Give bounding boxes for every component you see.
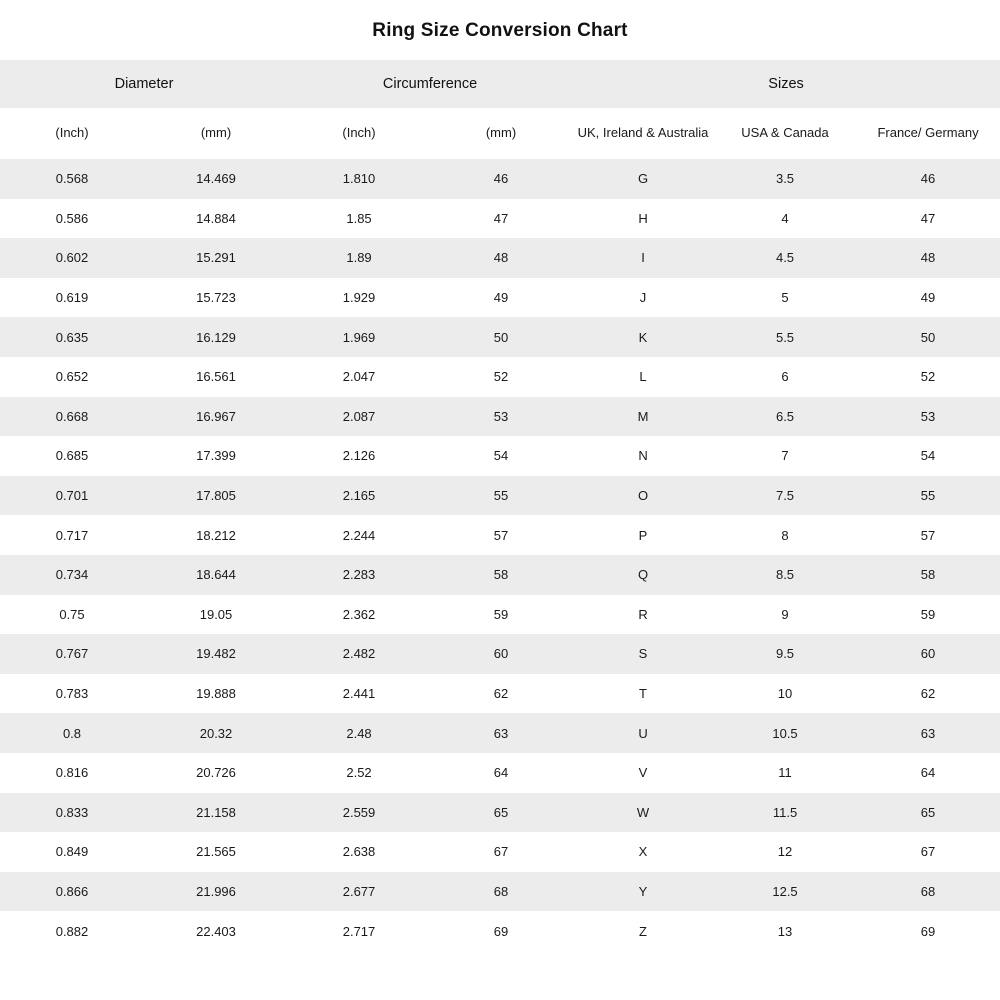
cell-usa-size: 12: [714, 832, 856, 872]
sub-header-usa: USA & Canada: [714, 108, 856, 159]
cell-usa-size: 13: [714, 911, 856, 951]
cell-circumference-mm: 58: [430, 555, 572, 595]
cell-diameter-inch: 0.75: [0, 595, 144, 635]
cell-uk-size: X: [572, 832, 714, 872]
cell-usa-size: 12.5: [714, 872, 856, 912]
cell-diameter-mm: 15.723: [144, 278, 288, 318]
cell-circumference-inch: 2.52: [288, 753, 430, 793]
table-row: [0, 753, 1000, 793]
cell-diameter-inch: 0.717: [0, 515, 144, 555]
cell-france-germany-size: 62: [856, 674, 1000, 714]
cell-diameter-mm: 14.469: [144, 159, 288, 199]
group-header-circumference: Circumference: [288, 60, 572, 108]
sub-header-circumference-mm: (mm): [430, 108, 572, 159]
cell-diameter-mm: 18.212: [144, 515, 288, 555]
cell-circumference-mm: 48: [430, 238, 572, 278]
cell-diameter-mm: 20.726: [144, 753, 288, 793]
cell-france-germany-size: 59: [856, 595, 1000, 635]
table-row: [0, 476, 1000, 516]
cell-uk-size: G: [572, 159, 714, 199]
cell-uk-size: H: [572, 199, 714, 239]
cell-circumference-inch: 2.482: [288, 634, 430, 674]
cell-circumference-mm: 59: [430, 595, 572, 635]
table-row: [0, 397, 1000, 437]
cell-diameter-inch: 0.882: [0, 911, 144, 951]
cell-france-germany-size: 47: [856, 199, 1000, 239]
cell-circumference-mm: 47: [430, 199, 572, 239]
cell-diameter-mm: 18.644: [144, 555, 288, 595]
cell-uk-size: W: [572, 793, 714, 833]
table-row: [0, 555, 1000, 595]
sub-header-diameter-inch: (Inch): [0, 108, 144, 159]
cell-diameter-inch: 0.635: [0, 317, 144, 357]
table-row: [0, 317, 1000, 357]
cell-usa-size: 10: [714, 674, 856, 714]
cell-france-germany-size: 58: [856, 555, 1000, 595]
cell-circumference-inch: 2.126: [288, 436, 430, 476]
cell-usa-size: 6: [714, 357, 856, 397]
cell-circumference-inch: 1.810: [288, 159, 430, 199]
ring-size-table: [0, 60, 1000, 951]
table-row: [0, 793, 1000, 833]
cell-circumference-inch: 2.638: [288, 832, 430, 872]
cell-france-germany-size: 57: [856, 515, 1000, 555]
cell-circumference-mm: 68: [430, 872, 572, 912]
cell-circumference-mm: 49: [430, 278, 572, 318]
cell-circumference-inch: 2.283: [288, 555, 430, 595]
cell-circumference-mm: 60: [430, 634, 572, 674]
table-row: [0, 159, 1000, 199]
cell-diameter-mm: 19.482: [144, 634, 288, 674]
cell-circumference-mm: 69: [430, 911, 572, 951]
cell-diameter-mm: 16.561: [144, 357, 288, 397]
cell-diameter-inch: 0.866: [0, 872, 144, 912]
cell-diameter-mm: 16.129: [144, 317, 288, 357]
cell-france-germany-size: 68: [856, 872, 1000, 912]
cell-france-germany-size: 69: [856, 911, 1000, 951]
table-row: [0, 674, 1000, 714]
cell-circumference-inch: 2.48: [288, 713, 430, 753]
page-title: Ring Size Conversion Chart: [372, 20, 628, 41]
cell-circumference-mm: 53: [430, 397, 572, 437]
cell-circumference-mm: 57: [430, 515, 572, 555]
cell-circumference-mm: 67: [430, 832, 572, 872]
cell-diameter-inch: 0.701: [0, 476, 144, 516]
cell-circumference-inch: 1.89: [288, 238, 430, 278]
cell-diameter-inch: 0.652: [0, 357, 144, 397]
cell-circumference-mm: 50: [430, 317, 572, 357]
cell-france-germany-size: 50: [856, 317, 1000, 357]
sub-header-row: [0, 108, 1000, 159]
cell-circumference-mm: 65: [430, 793, 572, 833]
cell-diameter-mm: 15.291: [144, 238, 288, 278]
cell-diameter-inch: 0.783: [0, 674, 144, 714]
cell-diameter-inch: 0.619: [0, 278, 144, 318]
group-header-sizes: Sizes: [572, 60, 1000, 108]
cell-diameter-mm: 20.32: [144, 713, 288, 753]
cell-diameter-inch: 0.816: [0, 753, 144, 793]
cell-circumference-mm: 63: [430, 713, 572, 753]
cell-circumference-inch: 2.717: [288, 911, 430, 951]
cell-uk-size: L: [572, 357, 714, 397]
cell-usa-size: 3.5: [714, 159, 856, 199]
cell-usa-size: 11: [714, 753, 856, 793]
cell-uk-size: Q: [572, 555, 714, 595]
cell-diameter-inch: 0.833: [0, 793, 144, 833]
table-body: [0, 159, 1000, 951]
cell-uk-size: O: [572, 476, 714, 516]
cell-usa-size: 5: [714, 278, 856, 318]
cell-circumference-mm: 52: [430, 357, 572, 397]
cell-usa-size: 7.5: [714, 476, 856, 516]
cell-france-germany-size: 65: [856, 793, 1000, 833]
table-row: [0, 357, 1000, 397]
cell-france-germany-size: 64: [856, 753, 1000, 793]
cell-circumference-inch: 2.677: [288, 872, 430, 912]
cell-uk-size: J: [572, 278, 714, 318]
sub-header-uk: UK, Ireland & Australia: [572, 108, 714, 159]
cell-france-germany-size: 46: [856, 159, 1000, 199]
cell-circumference-mm: 64: [430, 753, 572, 793]
cell-diameter-mm: 21.996: [144, 872, 288, 912]
cell-usa-size: 6.5: [714, 397, 856, 437]
cell-diameter-inch: 0.602: [0, 238, 144, 278]
cell-diameter-mm: 17.399: [144, 436, 288, 476]
cell-uk-size: Z: [572, 911, 714, 951]
cell-circumference-inch: 2.441: [288, 674, 430, 714]
cell-uk-size: M: [572, 397, 714, 437]
cell-uk-size: N: [572, 436, 714, 476]
cell-france-germany-size: 53: [856, 397, 1000, 437]
cell-circumference-inch: 1.969: [288, 317, 430, 357]
cell-diameter-inch: 0.685: [0, 436, 144, 476]
cell-usa-size: 7: [714, 436, 856, 476]
cell-usa-size: 4: [714, 199, 856, 239]
group-header-diameter: Diameter: [0, 60, 288, 108]
table-row: [0, 199, 1000, 239]
table-row: [0, 713, 1000, 753]
table-row: [0, 436, 1000, 476]
cell-usa-size: 4.5: [714, 238, 856, 278]
cell-diameter-mm: 14.884: [144, 199, 288, 239]
cell-circumference-mm: 55: [430, 476, 572, 516]
table-row: [0, 832, 1000, 872]
cell-france-germany-size: 67: [856, 832, 1000, 872]
cell-usa-size: 8: [714, 515, 856, 555]
cell-diameter-mm: 16.967: [144, 397, 288, 437]
cell-usa-size: 11.5: [714, 793, 856, 833]
cell-france-germany-size: 60: [856, 634, 1000, 674]
cell-diameter-mm: 17.805: [144, 476, 288, 516]
cell-france-germany-size: 48: [856, 238, 1000, 278]
cell-circumference-inch: 2.559: [288, 793, 430, 833]
cell-uk-size: Y: [572, 872, 714, 912]
cell-usa-size: 8.5: [714, 555, 856, 595]
cell-diameter-inch: 0.849: [0, 832, 144, 872]
cell-uk-size: P: [572, 515, 714, 555]
cell-usa-size: 9: [714, 595, 856, 635]
cell-diameter-mm: 21.565: [144, 832, 288, 872]
cell-uk-size: I: [572, 238, 714, 278]
table-row: [0, 634, 1000, 674]
table-row: [0, 238, 1000, 278]
cell-uk-size: V: [572, 753, 714, 793]
cell-uk-size: S: [572, 634, 714, 674]
cell-circumference-mm: 62: [430, 674, 572, 714]
cell-usa-size: 5.5: [714, 317, 856, 357]
table-row: [0, 515, 1000, 555]
cell-circumference-inch: 2.047: [288, 357, 430, 397]
sub-header-diameter-mm: (mm): [144, 108, 288, 159]
cell-france-germany-size: 54: [856, 436, 1000, 476]
cell-diameter-inch: 0.568: [0, 159, 144, 199]
cell-uk-size: K: [572, 317, 714, 357]
cell-circumference-inch: 2.362: [288, 595, 430, 635]
cell-circumference-inch: 2.244: [288, 515, 430, 555]
cell-france-germany-size: 55: [856, 476, 1000, 516]
table-row: [0, 595, 1000, 635]
cell-diameter-inch: 0.586: [0, 199, 144, 239]
cell-diameter-inch: 0.767: [0, 634, 144, 674]
cell-usa-size: 9.5: [714, 634, 856, 674]
cell-diameter-mm: 21.158: [144, 793, 288, 833]
cell-circumference-mm: 46: [430, 159, 572, 199]
cell-usa-size: 10.5: [714, 713, 856, 753]
group-header-row: [0, 60, 1000, 108]
cell-diameter-mm: 22.403: [144, 911, 288, 951]
cell-france-germany-size: 52: [856, 357, 1000, 397]
sub-header-circumference-inch: (Inch): [288, 108, 430, 159]
table-row: [0, 872, 1000, 912]
cell-uk-size: U: [572, 713, 714, 753]
cell-diameter-inch: 0.8: [0, 713, 144, 753]
cell-diameter-inch: 0.734: [0, 555, 144, 595]
cell-circumference-inch: 2.087: [288, 397, 430, 437]
cell-diameter-mm: 19.888: [144, 674, 288, 714]
sub-header-france-germany: France/ Germany: [856, 108, 1000, 159]
cell-circumference-mm: 54: [430, 436, 572, 476]
cell-france-germany-size: 63: [856, 713, 1000, 753]
cell-france-germany-size: 49: [856, 278, 1000, 318]
table-header: [0, 60, 1000, 159]
cell-diameter-inch: 0.668: [0, 397, 144, 437]
cell-uk-size: T: [572, 674, 714, 714]
table-row: [0, 911, 1000, 951]
cell-circumference-inch: 1.929: [288, 278, 430, 318]
table-row: [0, 278, 1000, 318]
cell-uk-size: R: [572, 595, 714, 635]
cell-circumference-inch: 1.85: [288, 199, 430, 239]
cell-circumference-inch: 2.165: [288, 476, 430, 516]
cell-diameter-mm: 19.05: [144, 595, 288, 635]
